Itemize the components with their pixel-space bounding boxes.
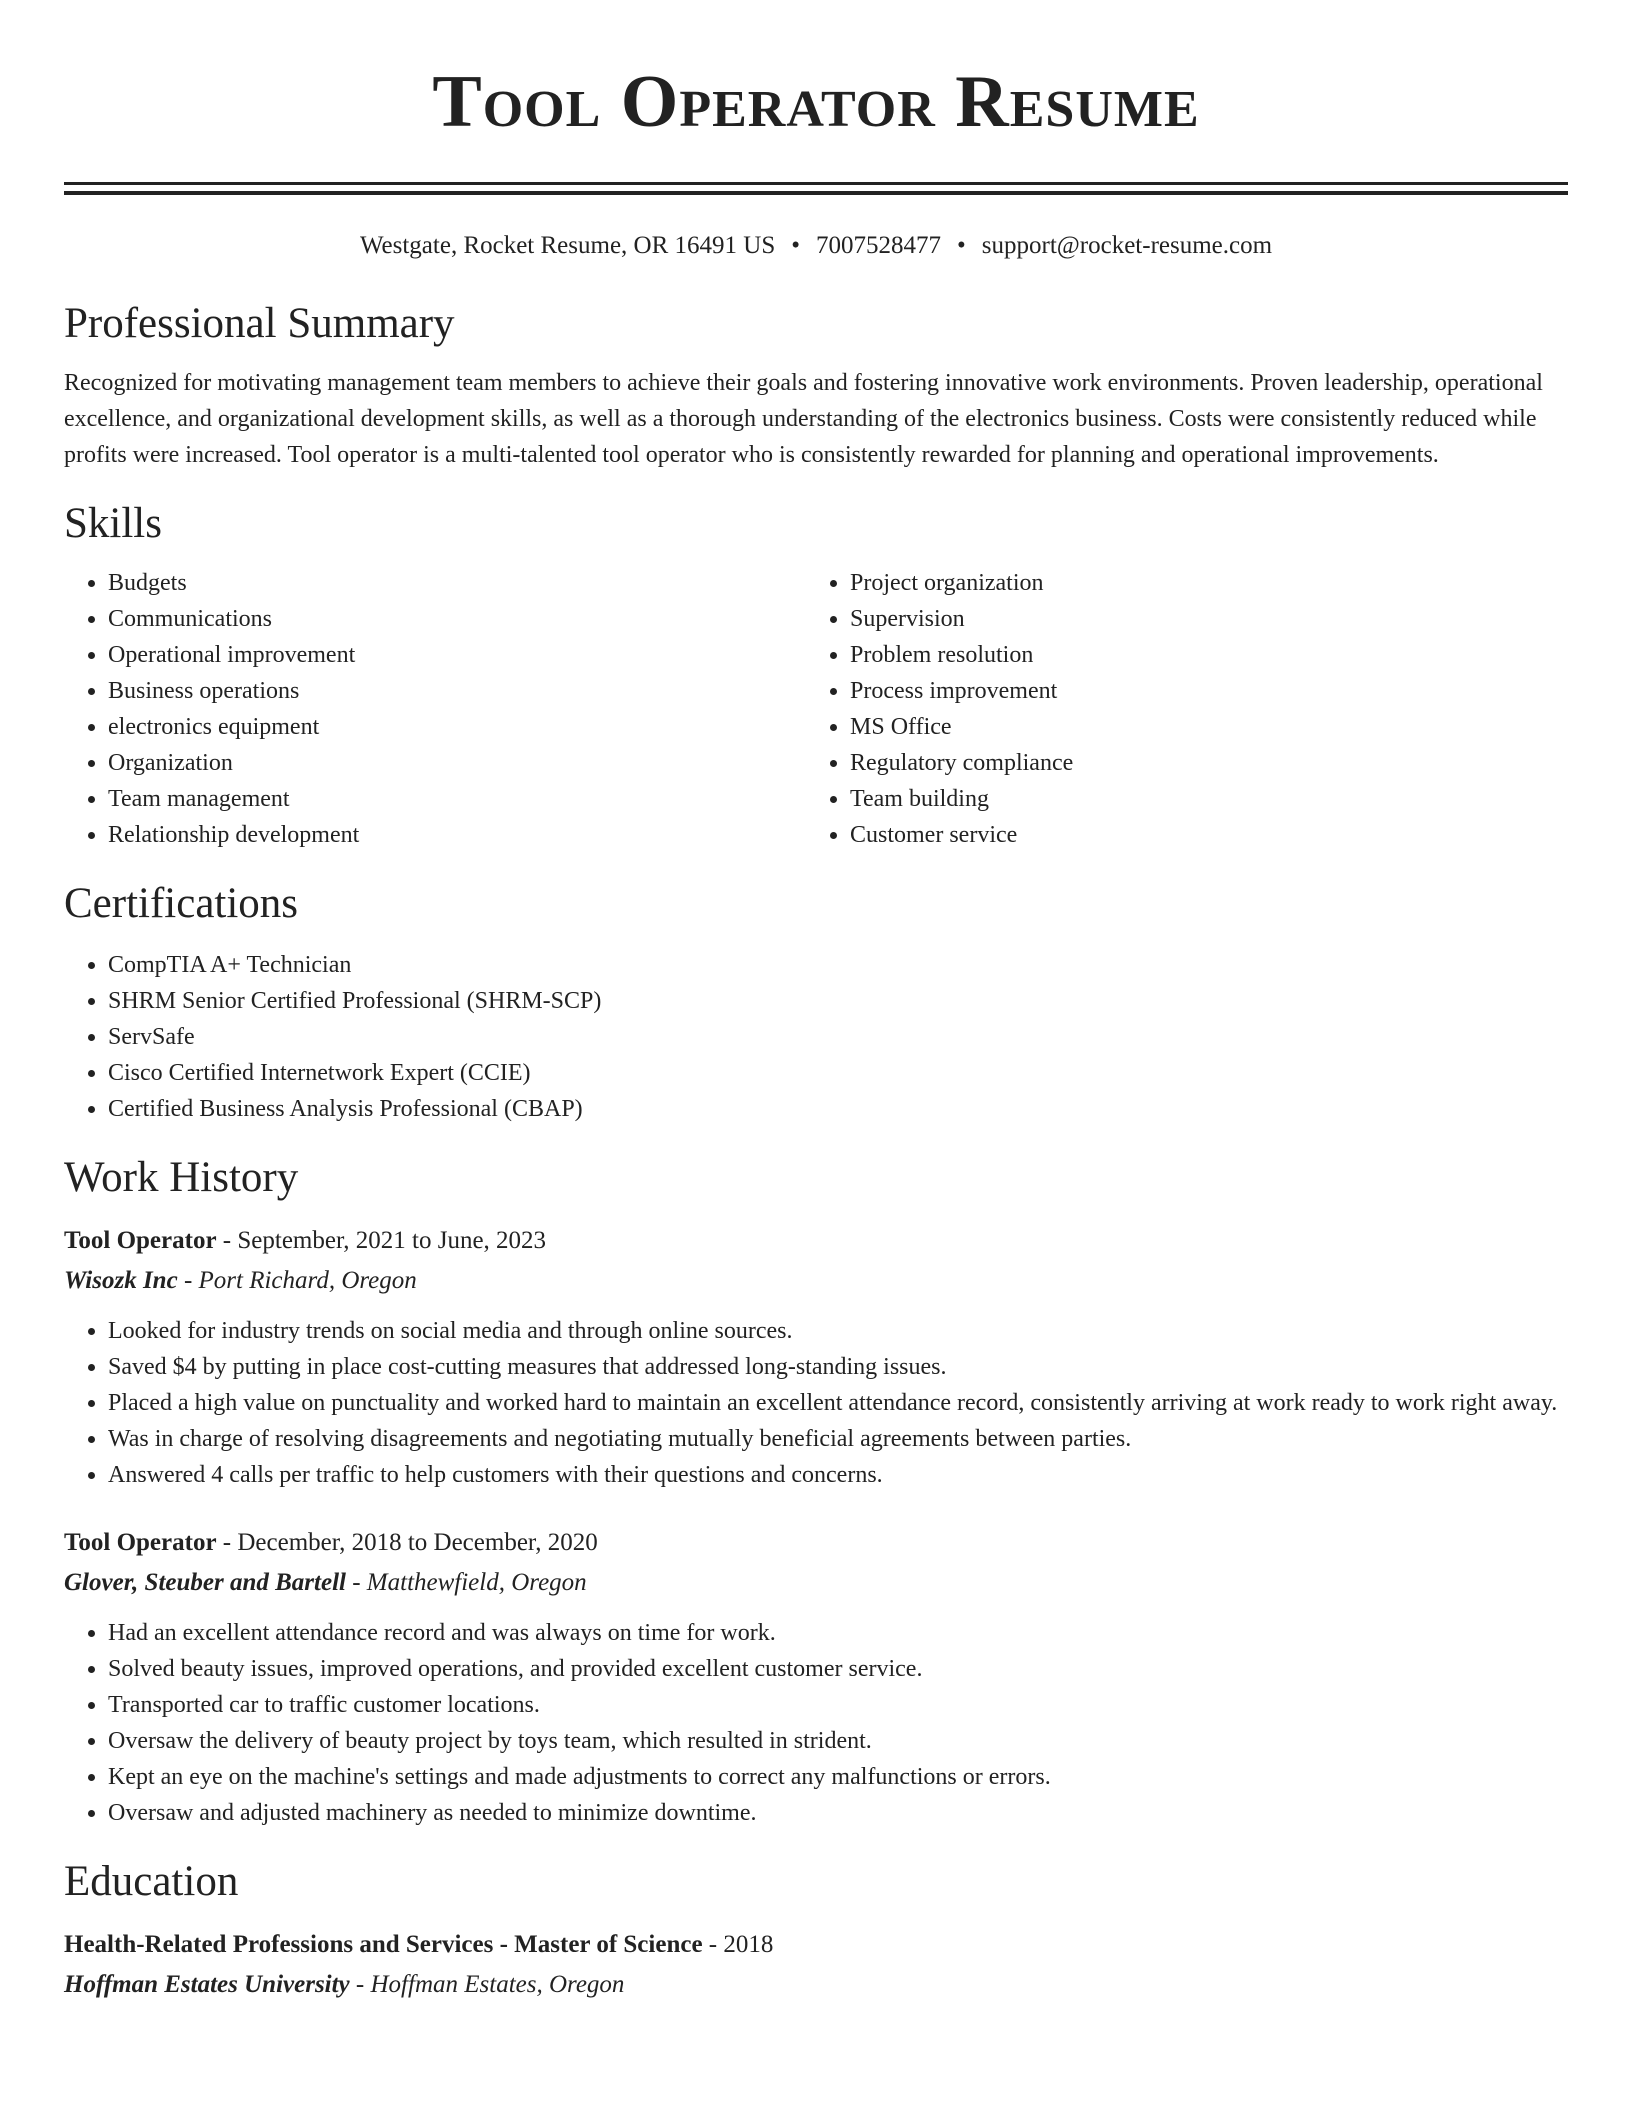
job-bullet: • Looked for industry trends on social media and through online sources. bbox=[108, 1313, 1568, 1349]
skill-item: • electronics equipment bbox=[108, 709, 806, 745]
skill-item: • Process improvement bbox=[850, 673, 1548, 709]
skill-item: • Budgets bbox=[108, 565, 806, 601]
skill-item: • Operational improvement bbox=[108, 637, 806, 673]
education-heading: Education bbox=[64, 1858, 239, 1905]
job-company: Wisozk Inc bbox=[64, 1267, 178, 1294]
job-bullet: • Oversaw and adjusted machinery as needed to minimize downtime. bbox=[108, 1795, 1568, 1831]
skills-heading: Skills bbox=[64, 500, 162, 547]
skill-item: • Project organization bbox=[850, 565, 1548, 601]
job-bullet: • Transported car to traffic customer locations. bbox=[108, 1687, 1568, 1723]
certification-item: • Certified Business Analysis Professional (CBAP) bbox=[108, 1091, 1568, 1127]
job-header: Tool Operator - December, 2018 to December, 2020 bbox=[64, 1529, 598, 1556]
job-company-line: Wisozk Inc - Port Richard, Oregon bbox=[64, 1267, 417, 1294]
job-dates: September, 2021 to June, 2023 bbox=[237, 1227, 547, 1254]
skills-columns bbox=[64, 565, 1568, 853]
contact-phone: 7007528477 bbox=[816, 232, 941, 259]
job-company-line: Glover, Steuber and Bartell - Matthewfield, Oregon bbox=[64, 1569, 587, 1596]
job-bullet: • Answered 4 calls per traffic to help customers with their questions and concerns. bbox=[108, 1457, 1568, 1493]
skill-item: • Business operations bbox=[108, 673, 806, 709]
job-role: Tool Operator bbox=[64, 1227, 217, 1254]
work-history-heading: Work History bbox=[64, 1154, 299, 1201]
certification-item: • Cisco Certified Internetwork Expert (CCIE) bbox=[108, 1055, 1568, 1091]
education-degree: Health-Related Professions and Services - Master of Science bbox=[64, 1931, 703, 1958]
summary-text: Recognized for motivating management team members to achieve their goals and fostering innovative work environments. Proven leadership, operational excellence, and organizational development skills, as well as a thorough understanding of the electronics business. Costs were consistently reduced while profits were increased. Tool operator is a multi-talented tool operator who is consistently rewarded for planning and operational improvements. bbox=[64, 370, 1543, 468]
education-location: Hoffman Estates, Oregon bbox=[370, 1971, 625, 1998]
skill-item: • Regulatory compliance bbox=[850, 745, 1548, 781]
job-entry bbox=[64, 1523, 1568, 1831]
education-degree-line: Health-Related Professions and Services - Master of Science - 2018 bbox=[64, 1931, 774, 1958]
job-location: Port Richard, Oregon bbox=[198, 1267, 417, 1294]
job-location: Matthewfield, Oregon bbox=[366, 1569, 587, 1596]
job-bullet: • Had an excellent attendance record and was always on time for work. bbox=[108, 1615, 1568, 1651]
skill-item: • Team building bbox=[850, 781, 1548, 817]
skills-left-list bbox=[64, 565, 806, 853]
job-entry bbox=[64, 1221, 1568, 1493]
job-bullet: • Oversaw the delivery of beauty project by toys team, which resulted in strident. bbox=[108, 1723, 1568, 1759]
contact-separator: • bbox=[791, 232, 800, 259]
skill-item: • Communications bbox=[108, 601, 806, 637]
job-bullets bbox=[64, 1615, 1568, 1831]
job-header: Tool Operator - September, 2021 to June, 2023 bbox=[64, 1227, 547, 1254]
job-role: Tool Operator bbox=[64, 1529, 217, 1556]
job-bullets bbox=[64, 1313, 1568, 1493]
contact-line bbox=[64, 229, 1568, 263]
contact-separator: • bbox=[957, 232, 966, 259]
skills-right-column bbox=[806, 565, 1548, 853]
job-bullet: • Solved beauty issues, improved operations, and provided excellent customer service. bbox=[108, 1651, 1568, 1687]
skill-item: • MS Office bbox=[850, 709, 1548, 745]
contact-address: Westgate, Rocket Resume, OR 16491 US bbox=[359, 232, 776, 259]
education-school-line: Hoffman Estates University - Hoffman Estates, Oregon bbox=[64, 1971, 625, 1998]
certification-item: • SHRM Senior Certified Professional (SHRM-SCP) bbox=[108, 983, 1568, 1019]
summary-heading: Professional Summary bbox=[64, 300, 455, 347]
job-company: Glover, Steuber and Bartell bbox=[64, 1569, 346, 1596]
certifications-list bbox=[64, 947, 1568, 1127]
header-rule-top bbox=[64, 182, 1568, 185]
skill-item: • Supervision bbox=[850, 601, 1548, 637]
certification-item: • ServSafe bbox=[108, 1019, 1568, 1055]
skill-item: • Relationship development bbox=[108, 817, 806, 853]
job-bullet: • Was in charge of resolving disagreements and negotiating mutually beneficial agreements between parties. bbox=[108, 1421, 1568, 1457]
skills-right-list bbox=[806, 565, 1548, 853]
education-year: 2018 bbox=[723, 1931, 774, 1958]
job-bullet: • Kept an eye on the machine's settings and made adjustments to correct any malfunctions or errors. bbox=[108, 1759, 1568, 1795]
skill-item: • Organization bbox=[108, 745, 806, 781]
skill-item: • Customer service bbox=[850, 817, 1548, 853]
education-school: Hoffman Estates University bbox=[64, 1971, 350, 1998]
header-rule-bottom bbox=[64, 191, 1568, 195]
resume-page bbox=[64, 0, 1568, 2005]
skills-left-column bbox=[64, 565, 806, 853]
job-dates: December, 2018 to December, 2020 bbox=[237, 1529, 598, 1556]
job-bullet: • Placed a high value on punctuality and worked hard to maintain an excellent attendance record, consistently arriving at work ready to work right away. bbox=[108, 1385, 1568, 1421]
contact-email: support@rocket-resume.com bbox=[981, 232, 1273, 259]
skill-item: • Problem resolution bbox=[850, 637, 1548, 673]
certification-item: • CompTIA A+ Technician bbox=[108, 947, 1568, 983]
certifications-heading: Certifications bbox=[64, 880, 299, 927]
skill-item: • Team management bbox=[108, 781, 806, 817]
page-title: Tool Operator Resume bbox=[432, 61, 1200, 143]
job-bullet: • Saved $4 by putting in place cost-cutting measures that addressed long-standing issues. bbox=[108, 1349, 1568, 1385]
